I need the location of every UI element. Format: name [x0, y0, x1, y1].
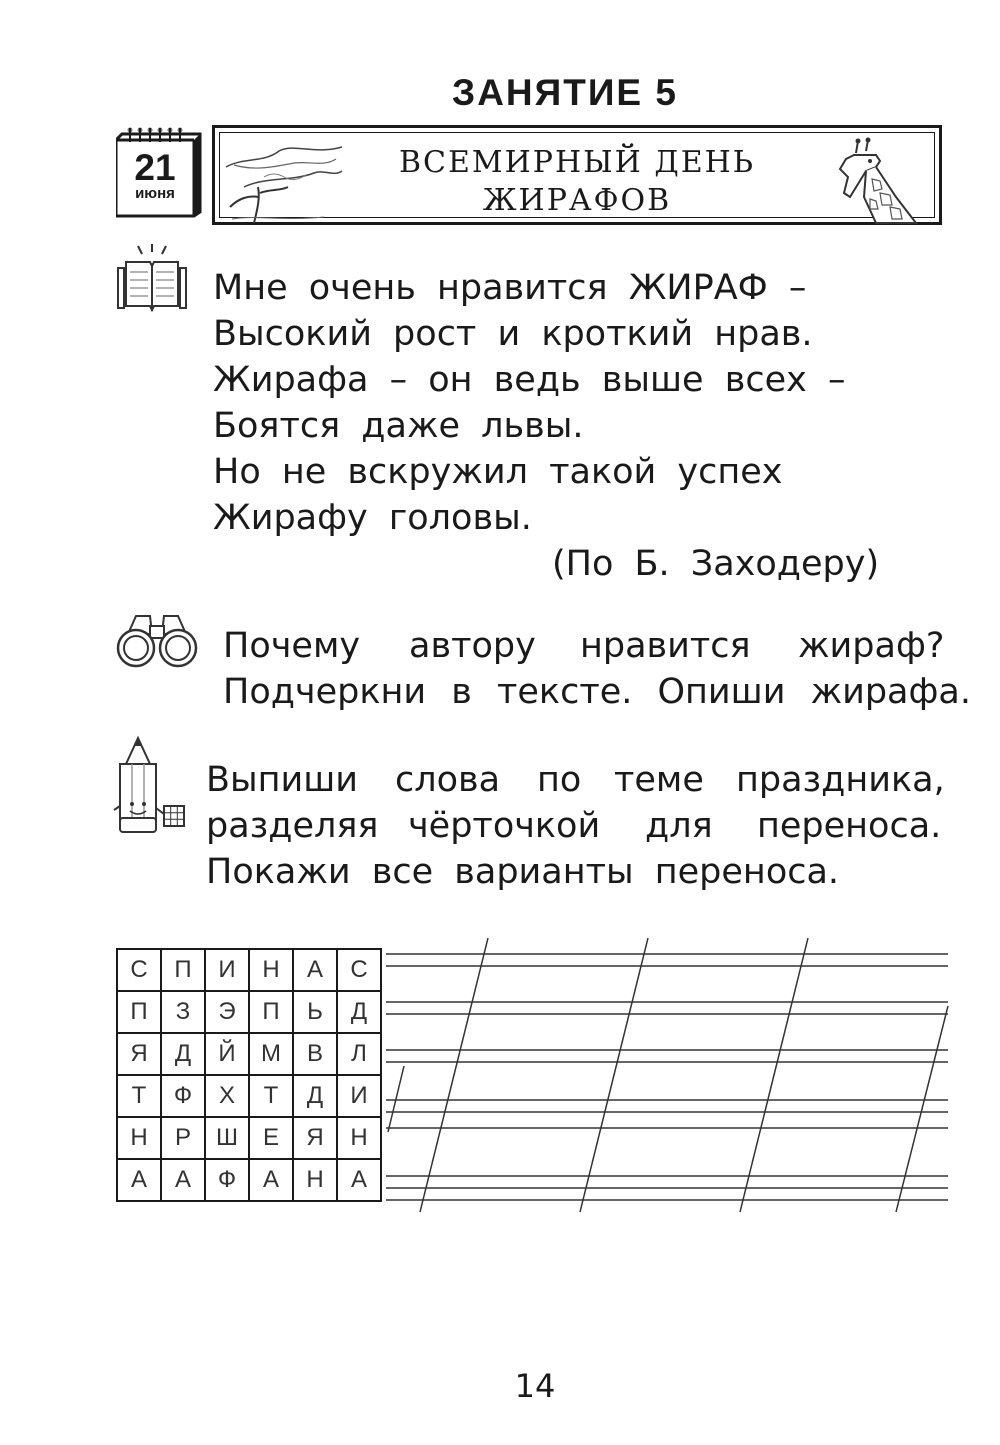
poem-line-6: Жирафу головы. [213, 498, 532, 538]
grid-cell: А [117, 1159, 161, 1201]
task1-word-1: Почему [223, 626, 361, 666]
grid-row [117, 949, 381, 991]
grid-cell: Я [117, 1033, 161, 1075]
grid-cell: Д [293, 1075, 337, 1117]
grid-cell: Н [293, 1159, 337, 1201]
banner-inner-frame [219, 132, 935, 218]
grid-cell: М [249, 1033, 293, 1075]
task1-word-4: жираф? [798, 626, 945, 666]
grid-cell: И [337, 1075, 381, 1117]
grid-cell: Д [161, 1033, 205, 1075]
grid-cell: Н [249, 949, 293, 991]
grid-cell: И [205, 949, 249, 991]
lesson-title: ЗАНЯТИЕ 5 [452, 72, 678, 113]
task2-word-5: праздника, [736, 760, 945, 800]
grid-cell: Р [161, 1117, 205, 1159]
grid-cell: Н [337, 1117, 381, 1159]
task2-word-1: Выпиши [206, 760, 359, 800]
ruled-lines [386, 954, 948, 1200]
grid-cell: П [249, 991, 293, 1033]
open-book-icon [116, 242, 188, 314]
task2-word-4: теме [614, 760, 704, 800]
task2-word-9: переноса. [757, 806, 942, 846]
grid-cell: З [161, 991, 205, 1033]
poem-line-1: Мне очень нравится ЖИРАФ – [213, 268, 807, 308]
writing-practice-lines[interactable] [384, 936, 950, 1216]
poem-line-2: Высокий рост и кроткий нрав. [213, 314, 813, 354]
grid-cell: Л [337, 1033, 381, 1075]
calendar-day: 21 [134, 147, 176, 188]
grid-cell: Е [249, 1117, 293, 1159]
poem-line-3: Жирафа – он ведь выше всех – [213, 360, 846, 400]
grid-cell: Ш [205, 1117, 249, 1159]
grid-cell: Н [117, 1117, 161, 1159]
slant-lines [388, 938, 948, 1212]
grid-cell: А [161, 1159, 205, 1201]
grid-row [117, 1075, 381, 1117]
binoculars-icon [114, 612, 200, 668]
grid-cell: Й [205, 1033, 249, 1075]
task2-word-6: разделяя [206, 806, 379, 846]
poem-line-4: Боятся даже львы. [213, 406, 584, 446]
task1-word-3: нравится [580, 626, 751, 666]
grid-cell: Э [205, 991, 249, 1033]
grid-cell: Ф [205, 1159, 249, 1201]
topic-banner [212, 125, 942, 225]
grid-row [117, 1033, 381, 1075]
grid-cell: П [117, 991, 161, 1033]
tree-illustration [224, 137, 344, 225]
grid-cell: П [161, 949, 205, 991]
poem-attribution: (По Б. Заходеру) [552, 544, 880, 584]
grid-row [117, 991, 381, 1033]
grid-cell: Ф [161, 1075, 205, 1117]
grid-cell: С [117, 949, 161, 991]
grid-cell: В [293, 1033, 337, 1075]
task2-word-2: слова [395, 760, 501, 800]
giraffe-illustration [836, 137, 926, 225]
calendar-page-shape [116, 124, 202, 218]
grid-cell: А [293, 949, 337, 991]
page-number: 14 [514, 1367, 556, 1405]
grid-row [117, 1159, 381, 1201]
calendar-month: июня [135, 185, 175, 202]
grid-cell: С [337, 949, 381, 991]
letter-grid [116, 948, 382, 1202]
task2-line-3: Покажи все варианты переноса. [206, 852, 840, 892]
task2-word-3: по [537, 760, 582, 800]
grid-cell: Д [337, 991, 381, 1033]
grid-cell: А [337, 1159, 381, 1201]
grid-row [117, 1117, 381, 1159]
banner-title-line2: ЖИРАФОВ [482, 183, 672, 218]
task1-word-2: автору [409, 626, 536, 666]
grid-cell: А [249, 1159, 293, 1201]
task1-line-2: Подчеркни в тексте. Опиши жирафа. [223, 672, 972, 712]
poem-line-5: Но не вскружил такой успех [213, 452, 783, 492]
grid-cell: Ь [293, 991, 337, 1033]
pencil-icon [110, 734, 192, 838]
grid-cell: Т [117, 1075, 161, 1117]
grid-cell: Х [205, 1075, 249, 1117]
calendar-icon [116, 124, 202, 218]
grid-cell: Я [293, 1117, 337, 1159]
grid-cell: Т [249, 1075, 293, 1117]
banner-title-line1: ВСЕМИРНЫЙ ДЕНЬ [398, 145, 755, 180]
task2-word-8: для [645, 806, 713, 846]
task2-word-7: чёрточкой [408, 806, 601, 846]
